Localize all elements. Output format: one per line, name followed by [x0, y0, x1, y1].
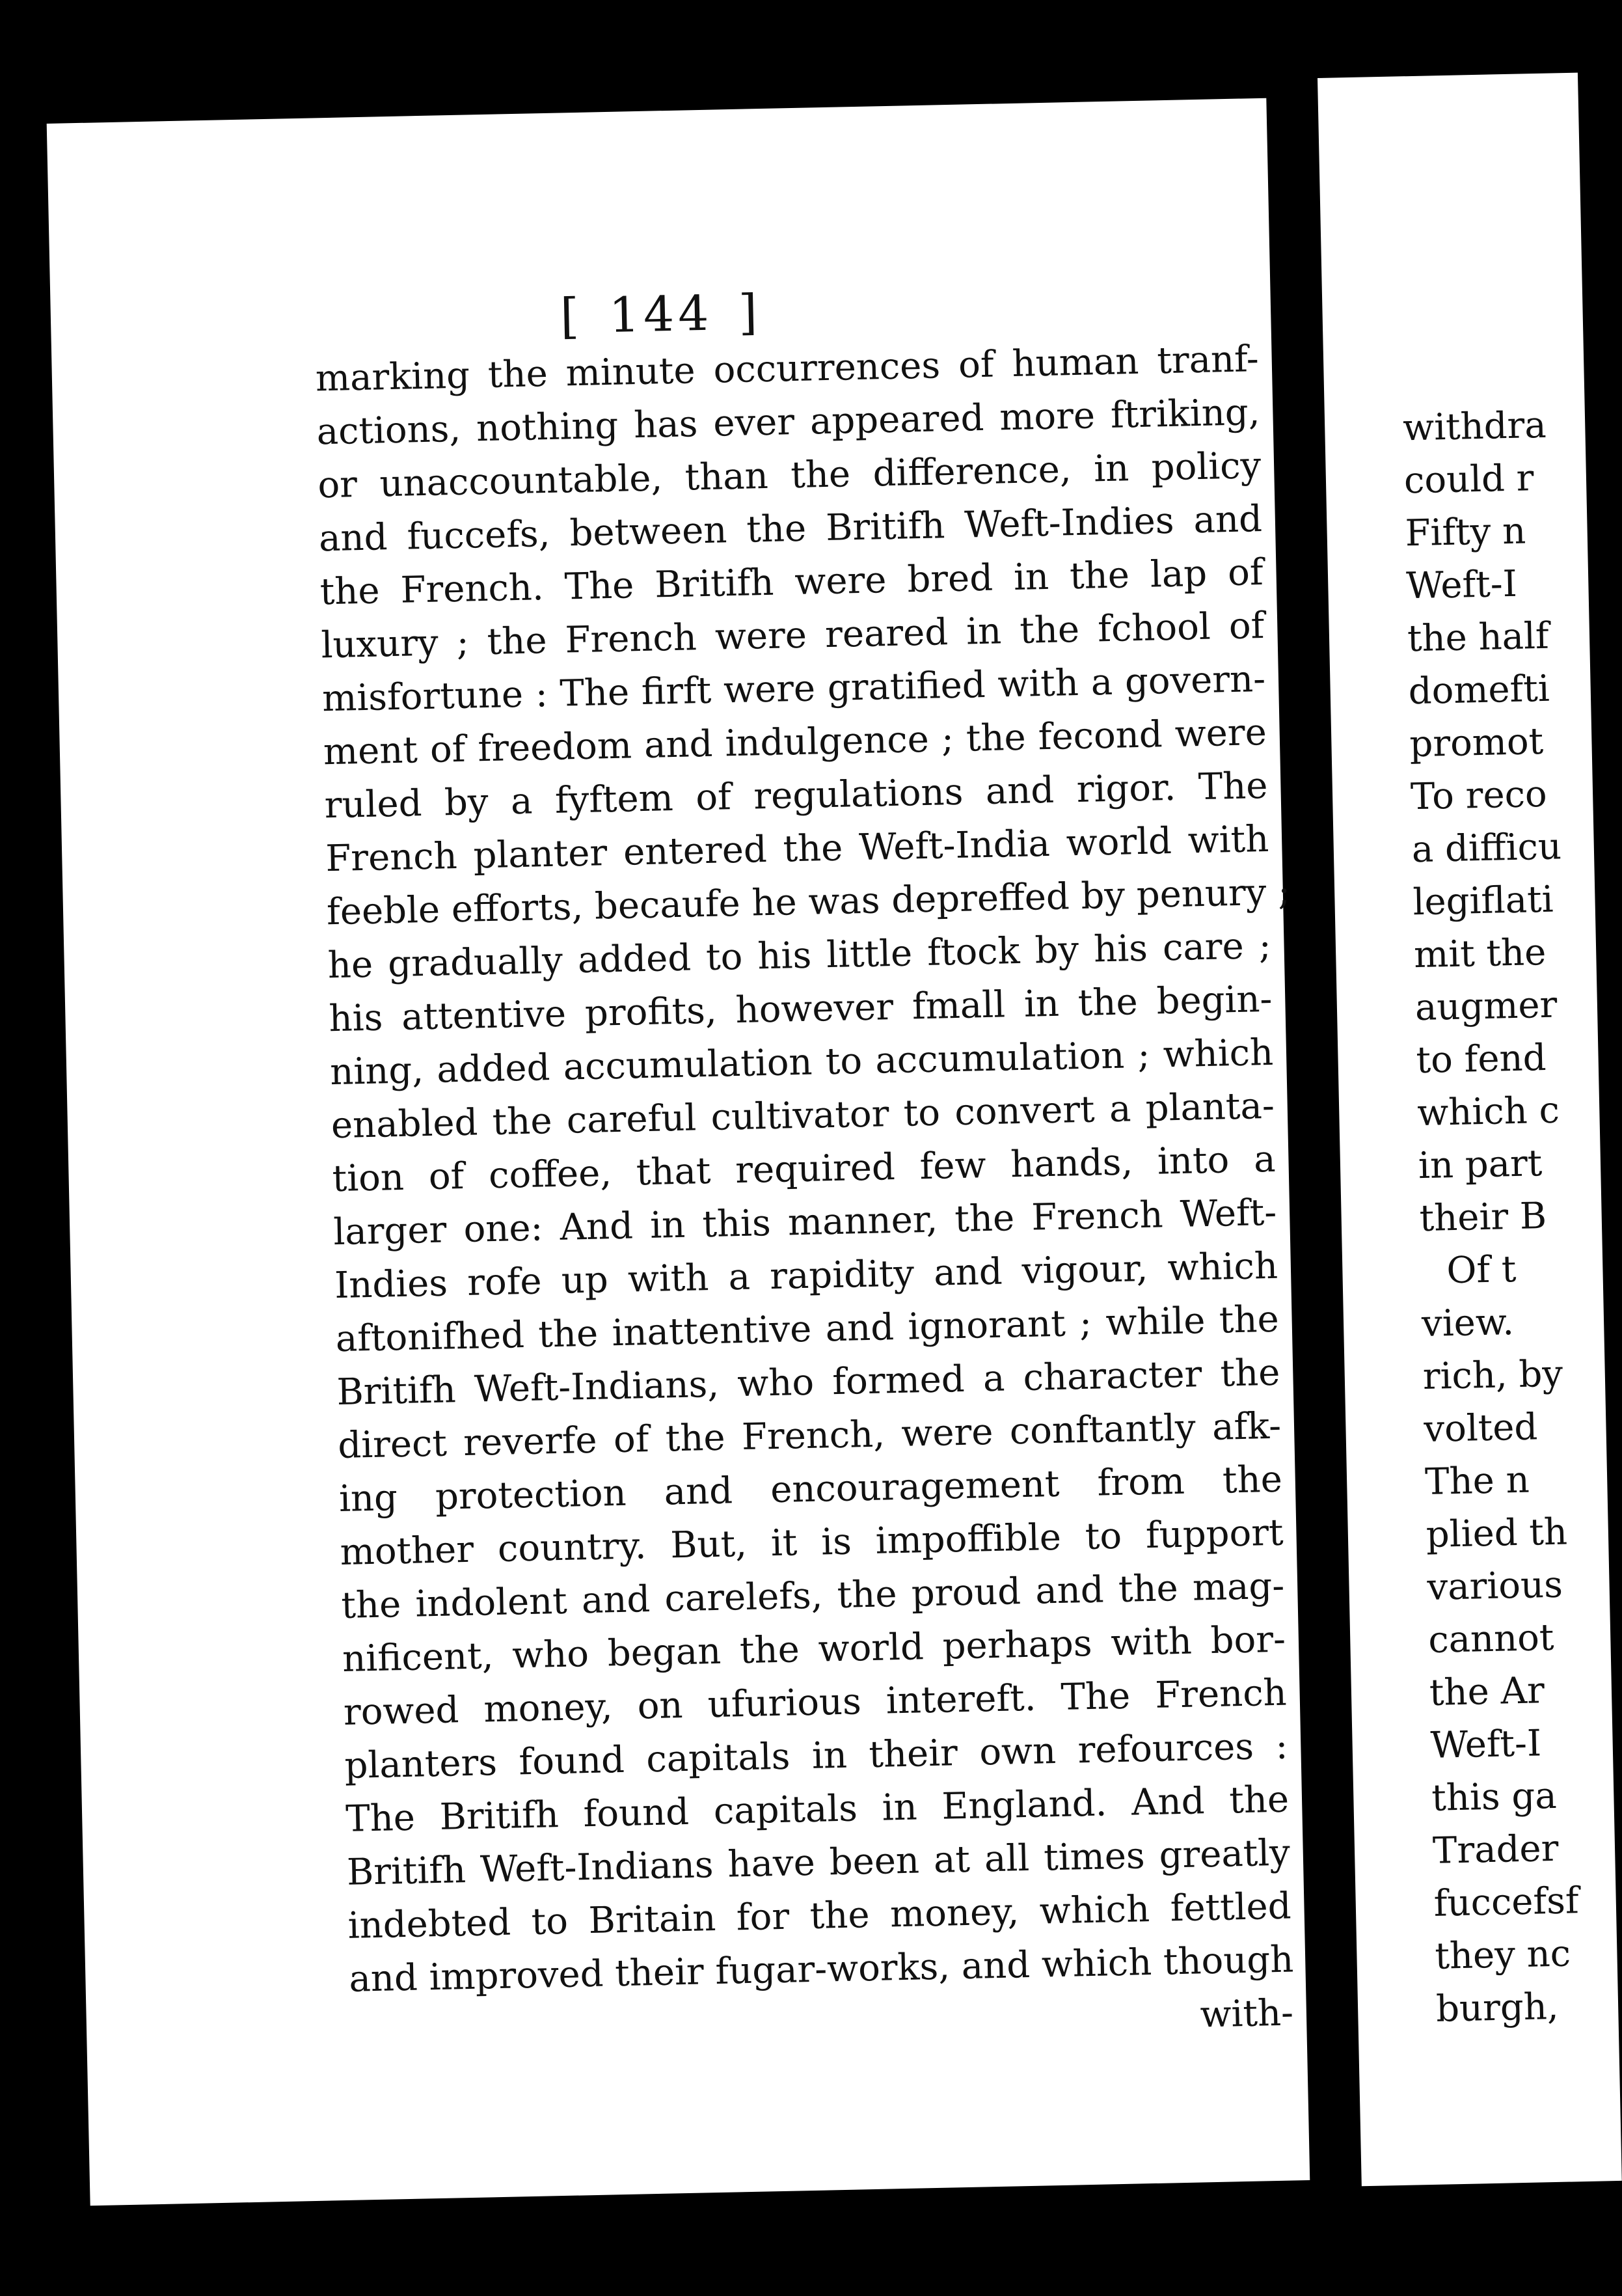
text-line: or unaccountable, than the difference, in policy	[317, 444, 1262, 507]
right-text-line: burgh,	[1435, 1985, 1560, 2030]
right-text-line: this ga	[1431, 1774, 1558, 1820]
text-line: ning, added accumulation to accumulation ; which	[329, 1031, 1274, 1094]
right-text-line: legiflati	[1412, 878, 1554, 924]
text-line: feeble efforts, becaufe he was depreffed by penury ;	[326, 871, 1291, 934]
right-text-line: Weft-I	[1430, 1722, 1542, 1767]
text-line: mother country. But, it is impoffible to fupport	[340, 1511, 1284, 1574]
right-text-line: a difficu	[1411, 825, 1562, 871]
text-line: ment of freedom and indulgence ; the fecond were	[323, 711, 1267, 774]
right-text-line: promot	[1409, 720, 1544, 766]
right-text-line: mit the	[1413, 931, 1547, 977]
text-line: Britifh Weft-Indians have been at all times greatly	[346, 1831, 1291, 1894]
right-text-line: Of t	[1446, 1248, 1517, 1292]
right-text-line: Trader	[1432, 1827, 1559, 1872]
right-text-line: in part	[1418, 1142, 1543, 1188]
right-text-line: rich, by	[1422, 1352, 1563, 1399]
text-line: tion of coffee, that required few hands, into a	[332, 1138, 1277, 1201]
right-text-line: their B	[1419, 1195, 1547, 1240]
left-page	[47, 98, 1310, 2206]
right-text-line: augmer	[1414, 983, 1558, 1030]
header-open-bracket: [	[560, 288, 584, 345]
page-number: 144	[608, 285, 714, 344]
text-line: luxury ; the French were reared in the fchool of	[320, 604, 1265, 667]
right-text-line: Fifty n	[1405, 510, 1526, 555]
right-text-line: volted	[1423, 1406, 1538, 1451]
text-line: enabled the careful cultivator to convert a planta-	[331, 1084, 1275, 1147]
text-line: he gradually added to his little ftock by his care ;	[327, 924, 1272, 987]
text-line: actions, nothing has ever appeared more ftriking,	[316, 391, 1261, 454]
right-text-line: Weft-I	[1405, 562, 1518, 608]
text-line: ruled by a fyftem of regulations and rigor. The	[324, 764, 1269, 827]
right-text-line: they nc	[1434, 1932, 1571, 1978]
text-line: Britifh Weft-Indians, who formed a character the	[336, 1351, 1280, 1414]
right-text-line: withdra	[1402, 403, 1547, 450]
right-page	[1318, 73, 1622, 2187]
text-line: Indies rofe up with a rapidity and vigour, which	[334, 1244, 1278, 1307]
text-line: direct reverfe of the French, were conftantly afk-	[337, 1404, 1282, 1468]
right-text-line: The n	[1424, 1458, 1530, 1504]
right-text-line: fuccefsf	[1433, 1879, 1580, 1925]
text-line: marking the minute occurrences of human tranf-	[315, 338, 1260, 400]
text-line: nificent, who began the world perhaps with bor-	[342, 1618, 1286, 1680]
text-line: his attentive profits, however fmall in the begin-	[328, 977, 1273, 1041]
text-line: the French. The Britifh were bred in the lap of	[319, 551, 1264, 614]
text-line: misfortune : The firft were gratified with a govern-	[321, 657, 1266, 720]
right-text-line: plied th	[1426, 1510, 1568, 1556]
right-text-line: cannot	[1427, 1616, 1555, 1661]
right-text-line: could r	[1403, 457, 1535, 502]
right-page-body	[1324, 398, 1618, 2038]
right-text-line: To reco	[1410, 772, 1548, 819]
left-page-body	[315, 333, 1294, 2060]
text-line: rowed money, on ufurious intereft. The French	[343, 1671, 1288, 1734]
header-close-bracket: ]	[738, 284, 762, 341]
text-line: planters found capitals in their own refources :	[344, 1725, 1289, 1787]
catchword: with-	[1199, 1991, 1294, 2036]
text-line: French planter entered the Weft-India world with	[325, 817, 1269, 881]
text-line: aftonifhed the inattentive and ignorant ; while the	[335, 1298, 1280, 1361]
right-text-line: the Ar	[1429, 1669, 1545, 1714]
text-line: and fuccefs, between the Britifh Weft-Indies and	[318, 498, 1263, 560]
text-line: the indolent and carelefs, the proud and the mag-	[340, 1565, 1285, 1627]
right-text-line: to fend	[1415, 1036, 1547, 1082]
right-text-line: the half	[1407, 614, 1550, 661]
text-line: indebted to Britain for the money, which fettled	[347, 1885, 1292, 1947]
text-line: larger one: And in this manner, the French Weft-	[332, 1191, 1277, 1254]
text-line: and improved their fugar-works, and which though	[348, 1938, 1294, 2001]
right-text-line: view.	[1421, 1301, 1515, 1346]
text-line: ing protection and encouragement from the	[338, 1458, 1283, 1521]
right-text-line: which c	[1416, 1089, 1560, 1135]
right-text-line: various	[1426, 1563, 1563, 1609]
right-text-line: domefti	[1408, 667, 1550, 713]
text-line: The Britifh found capitals in England. And the	[345, 1778, 1290, 1840]
